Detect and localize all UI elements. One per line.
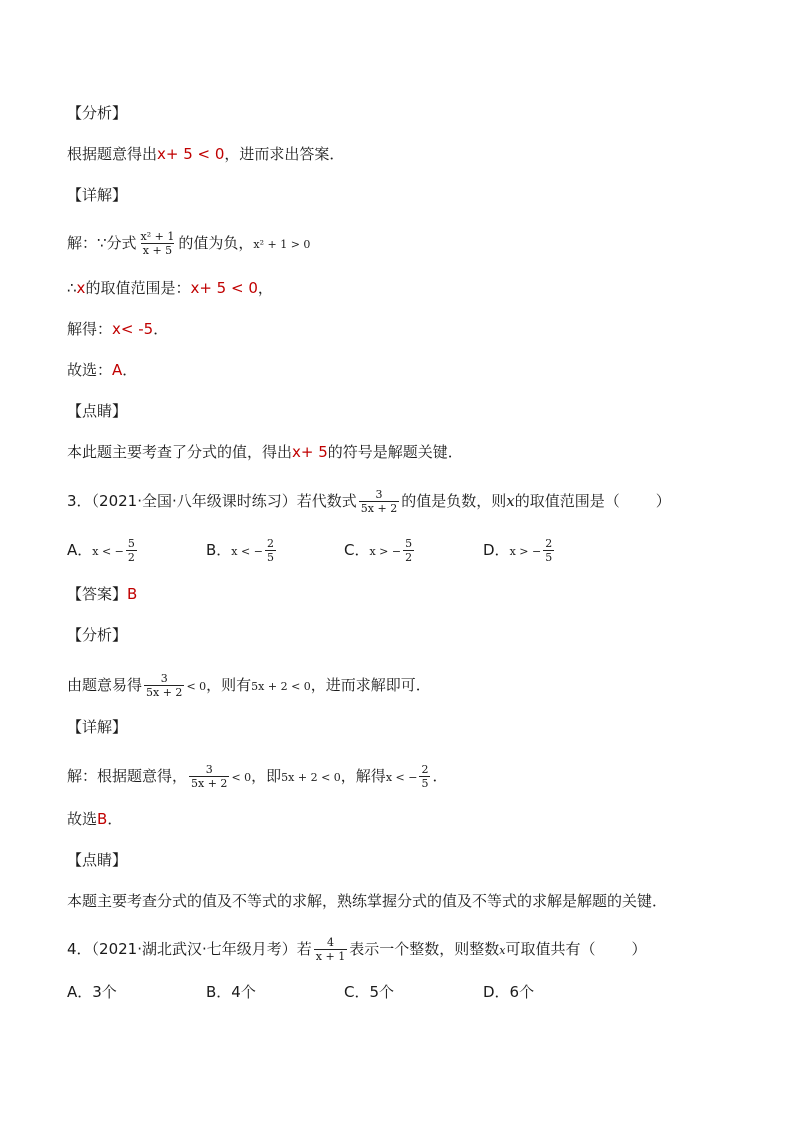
analysis-line: 根据题意得出x+ 5 < 0，进而求出答案．	[67, 145, 345, 163]
detail-line-1: 解：∵分式 $\frac{\text{x² + 1}}{x + 5}$ 的值为负，x² + 1 > 0	[67, 230, 311, 257]
analysis-heading: 【分析】	[67, 104, 128, 122]
point-heading: 【点睛】	[67, 402, 128, 420]
question-3-stem: 3．（2021·全国·八年级课时练习）若代数式 $\frac{3}{5x + 2}$ 的值是负数，则x的取值范围是（ ）	[67, 488, 671, 515]
q3-option-b: B．x < − $\frac{2}{5}$	[206, 537, 274, 564]
question-4-stem: 4．（2021·湖北武汉·七年级月考）若 $\frac{4}{x + 1}$ 表示一个整数，则整数x可取值共有（ ）	[67, 936, 647, 963]
q3-choice-line: 故选B．	[67, 810, 123, 828]
point-line: 本此题主要考查了分式的值，得出x+ 5的符号是解题关键．	[67, 443, 463, 461]
q4-option-b: B．4个	[206, 983, 256, 1001]
q3-detail-line: 解：根据题意得， $\frac{3}{5x + 2}$ < 0，即5x + 2 < 0，解得x < − $\frac{2}{5}$ ．	[67, 763, 448, 790]
q3-option-a: A．x < − $\frac{5}{2}$	[67, 537, 135, 564]
choice-line: 故选：A．	[67, 361, 138, 379]
q3-analysis-line: 由题意易得 $\frac{3}{5x + 2}$ < 0，则有5x + 2 < 0，进而求解即可．	[67, 672, 431, 699]
q3-option-d: D．x > − $\frac{2}{5}$	[483, 537, 553, 564]
detail-heading: 【详解】	[67, 186, 128, 204]
q3-analysis-heading: 【分析】	[67, 626, 128, 644]
detail-line-3: 解得：x< -5．	[67, 320, 169, 338]
q4-option-d: D．6个	[483, 983, 535, 1001]
q3-option-c: C．x > − $\frac{5}{2}$	[344, 537, 413, 564]
fraction: $\frac{3}{5x + 2}$	[360, 488, 398, 515]
fraction: $\frac{\text{x² + 1}}{x + 5}$	[140, 230, 175, 257]
inequality: x+ 5 < 0	[157, 145, 225, 163]
q3-answer: 【答案】B	[67, 585, 138, 603]
q3-point-heading: 【点睛】	[67, 851, 128, 869]
q3-point-line: 本题主要考查分式的值及不等式的求解，熟练掌握分式的值及不等式的求解是解题的关键．	[67, 892, 668, 910]
fraction: $\frac{4}{x + 1}$	[315, 936, 346, 963]
detail-line-2: ∴x的取值范围是：x+ 5 < 0，	[67, 279, 273, 297]
q4-option-a: A．3个	[67, 983, 117, 1001]
math-expression: x² + 1 > 0	[253, 238, 311, 251]
q4-option-c: C．5个	[344, 983, 395, 1001]
q3-detail-heading: 【详解】	[67, 718, 128, 736]
